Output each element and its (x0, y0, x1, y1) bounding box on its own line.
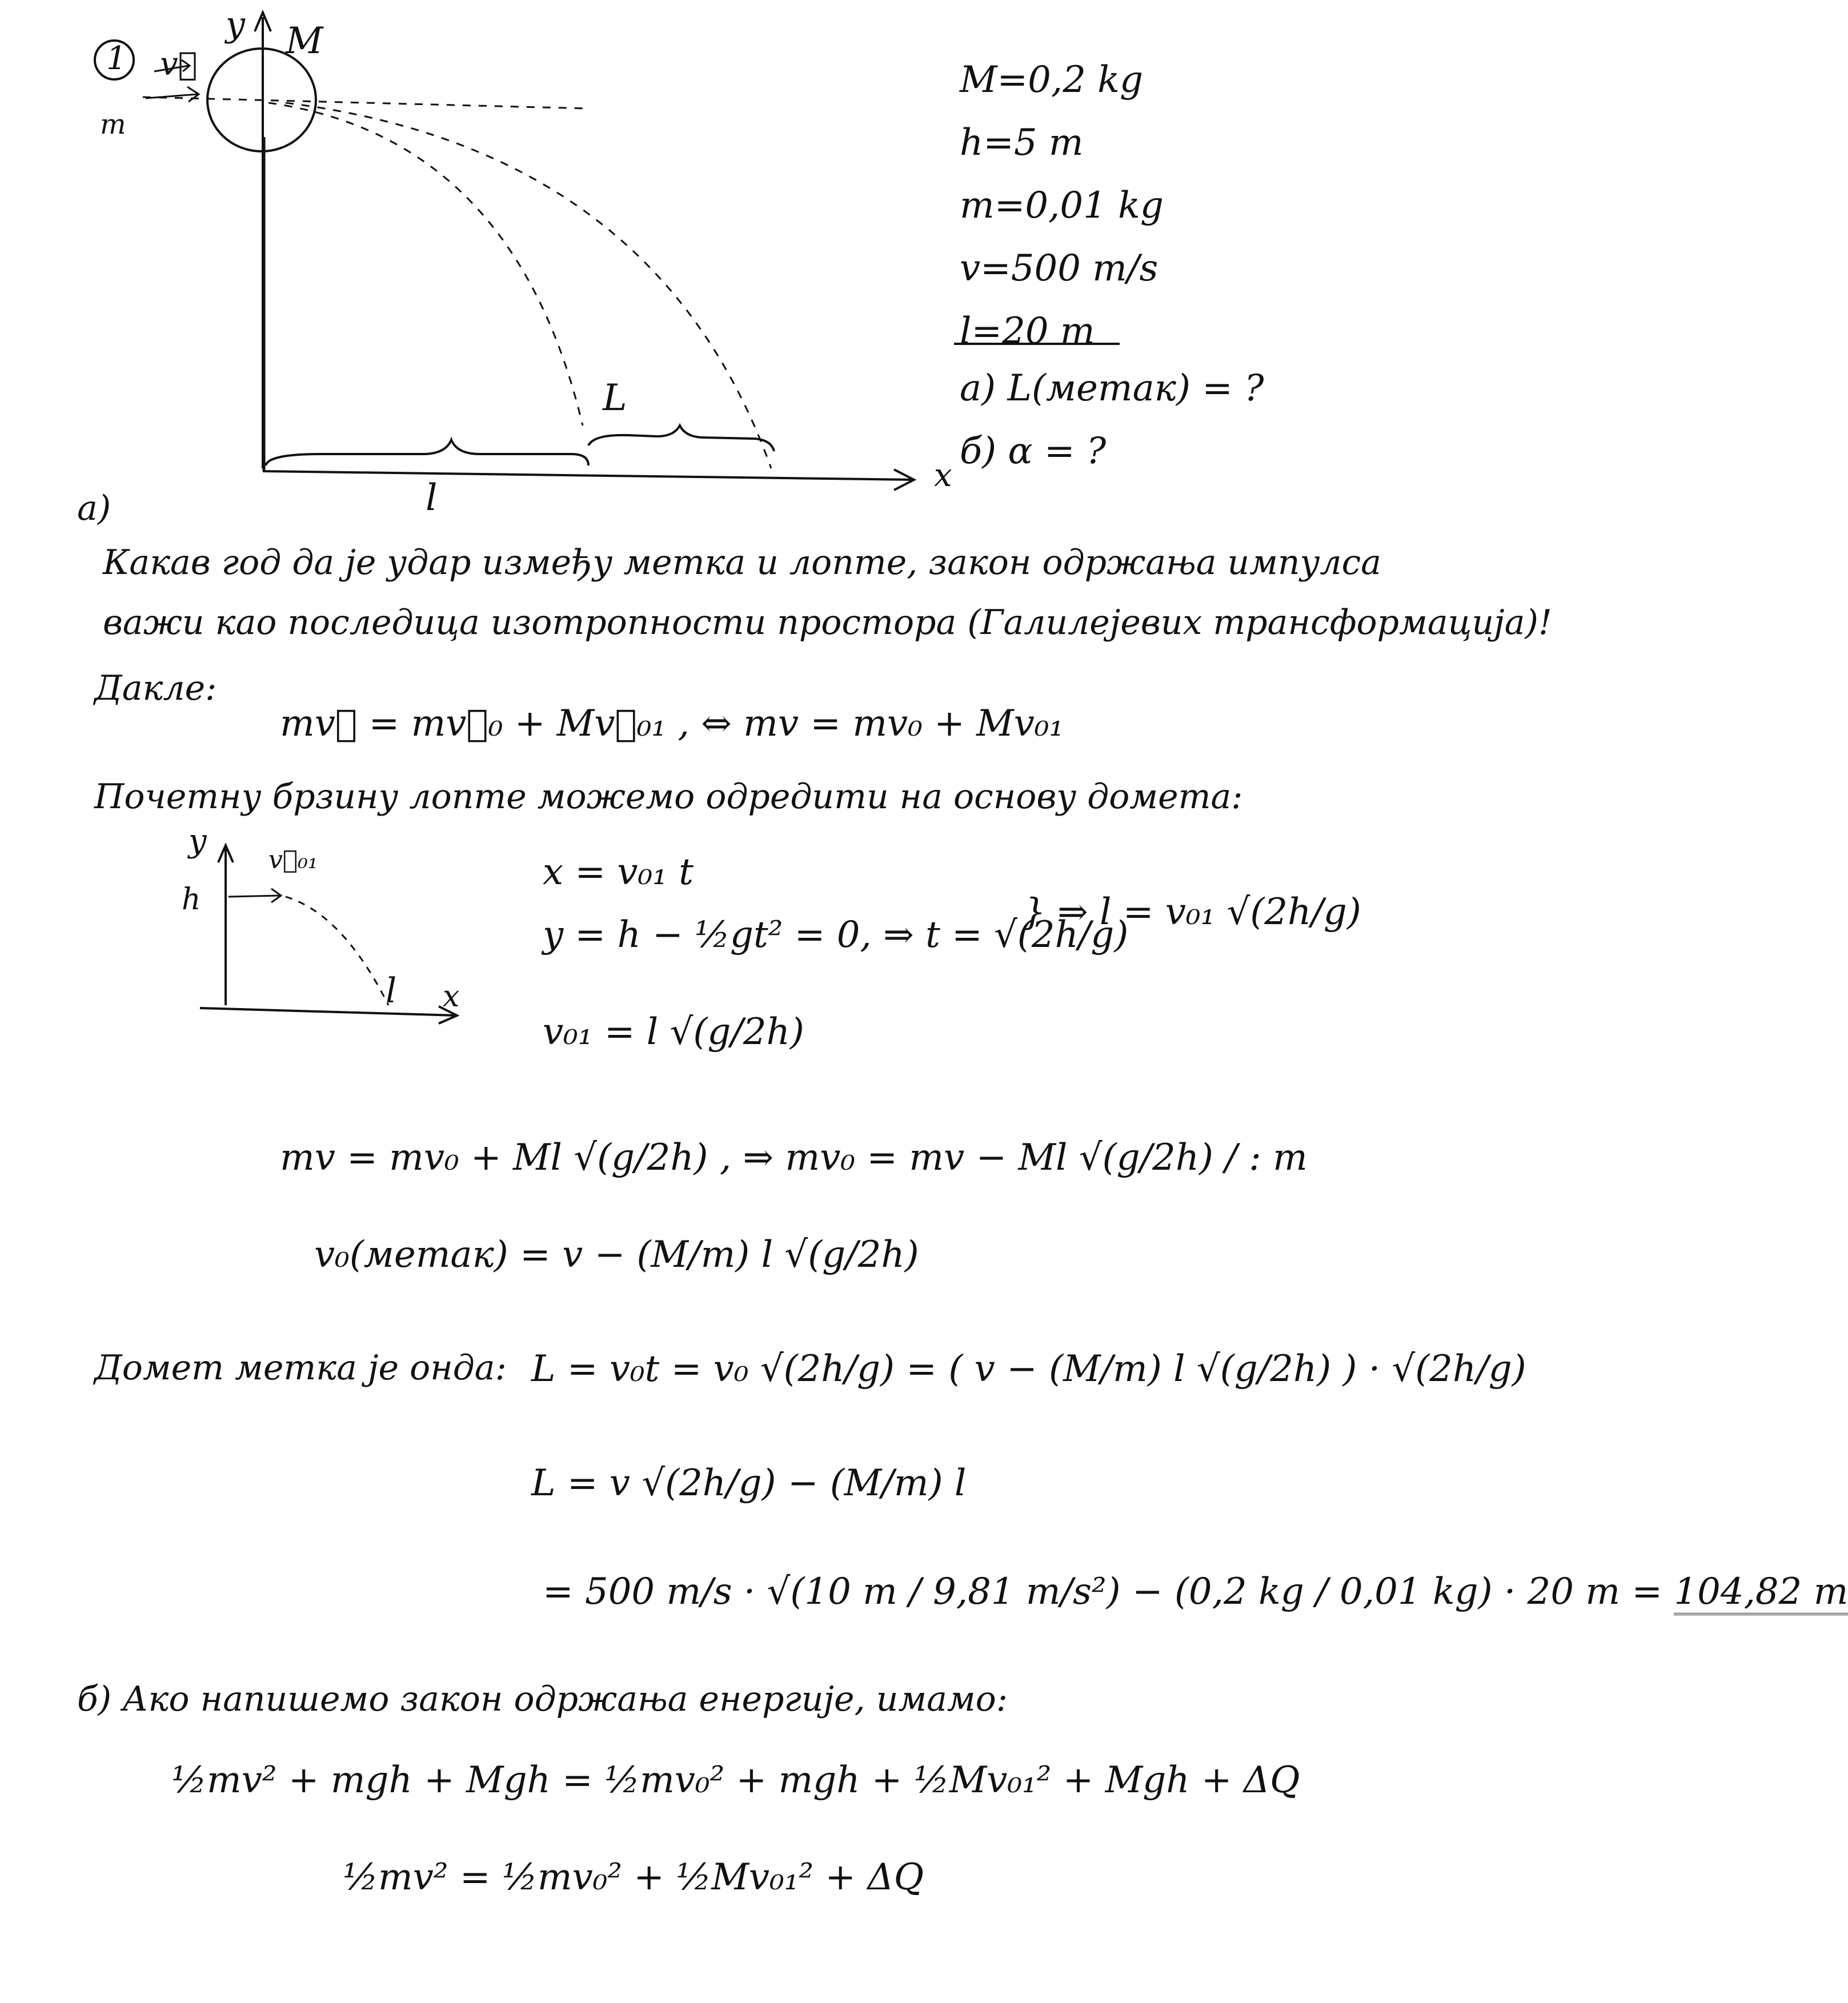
given-v: v=500 m/s (960, 247, 1158, 290)
energy-equation-1: ½mv² + mgh + Mgh = ½mv₀² + mgh + ½Mv₀₁² + Mgh + ΔQ (171, 1759, 1300, 1801)
momentum-equation: mv⃗ = mv⃗₀ + Mv⃗₀₁ , ⇔ mv = mv₀ + Mv₀₁ (280, 703, 1064, 745)
dakle-label: Дакле: (94, 668, 217, 708)
part-a-label: а) (77, 488, 111, 528)
label-v: v⃗ (160, 46, 198, 83)
given-l: l=20 m (960, 310, 1095, 352)
range-text: Домет метка је онда: (94, 1348, 507, 1388)
label-y-axis: y (226, 5, 245, 45)
given-block (960, 49, 1164, 363)
range-simplified: L = v √(2h/g) − (M/m) l (531, 1462, 967, 1504)
given-h: h=5 m (960, 122, 1084, 164)
range-numeric (543, 1571, 1848, 1613)
asked-a: а) L(метак) = ? (960, 367, 1264, 410)
brace-l (266, 440, 588, 465)
given-M: M=0,2 kg (960, 59, 1144, 101)
trajectory-ball (268, 103, 583, 426)
v0-result: v₀(метак) = v − (M/m) l √(g/2h) (314, 1234, 919, 1276)
range-equation: L = v₀t = v₀ √(2h/g) = ( v − (M/m) l √(g/2h) ) · √(2h/g) (531, 1348, 1526, 1390)
kin-y-equation: y = h − ½gt² = 0, ⇒ t = √(2h/g) (543, 914, 1129, 956)
given-underline (954, 342, 1125, 347)
small-label-l: l (386, 971, 397, 1011)
small-label-x: x (443, 980, 460, 1014)
label-m: m (100, 109, 126, 141)
given-m: m=0,01 kg (960, 184, 1164, 227)
energy-equation-2: ½mv² = ½mv₀² + ½Mv₀₁² + ΔQ (343, 1856, 924, 1898)
kin-result: } ⇒ l = v₀₁ √(2h/g) (1023, 891, 1361, 933)
brace-L (588, 426, 774, 451)
small-label-v01: v⃗₀₁ (268, 845, 318, 874)
range-numeric-expression: = 500 m/s · √(10 m / 9,81 m/s²) − (0,2 kg / 0,01 kg) · 20 m = (543, 1571, 1674, 1613)
intro-line-2: важи као последица изотропности простора (Галилејевих трансформација)! (103, 603, 1552, 643)
range-answer: 104,82 m (1674, 1571, 1848, 1615)
asked-b: б) α = ? (960, 430, 1107, 472)
part-b-text: б) Ако напишемо закон одржања енергије, имамо: (77, 1679, 1008, 1719)
intro-line-1: Какав год да је удар између метка и лопте, закон одржања импулса (103, 543, 1381, 583)
initial-speed-text: Почетну брзину лопте можемо одредити на основу домета: (94, 777, 1243, 817)
v01-equation: v₀₁ = l √(g/2h) (543, 1011, 804, 1053)
small-label-h: h (182, 882, 201, 917)
trajectory-bullet (286, 103, 771, 468)
label-M: M (286, 20, 323, 62)
kin-x-equation: x = v₀₁ t (543, 851, 693, 893)
problem-number: 1 (106, 40, 127, 77)
label-x-axis: x (934, 457, 952, 494)
small-label-y: y (189, 822, 207, 860)
label-L: L (603, 377, 627, 419)
momentum-substitution: mv = mv₀ + Ml √(g/2h) , ⇒ mv₀ = mv − Ml √(g/2h) / : m (280, 1137, 1308, 1179)
label-l: l (426, 477, 438, 519)
asked-block (960, 357, 1264, 483)
